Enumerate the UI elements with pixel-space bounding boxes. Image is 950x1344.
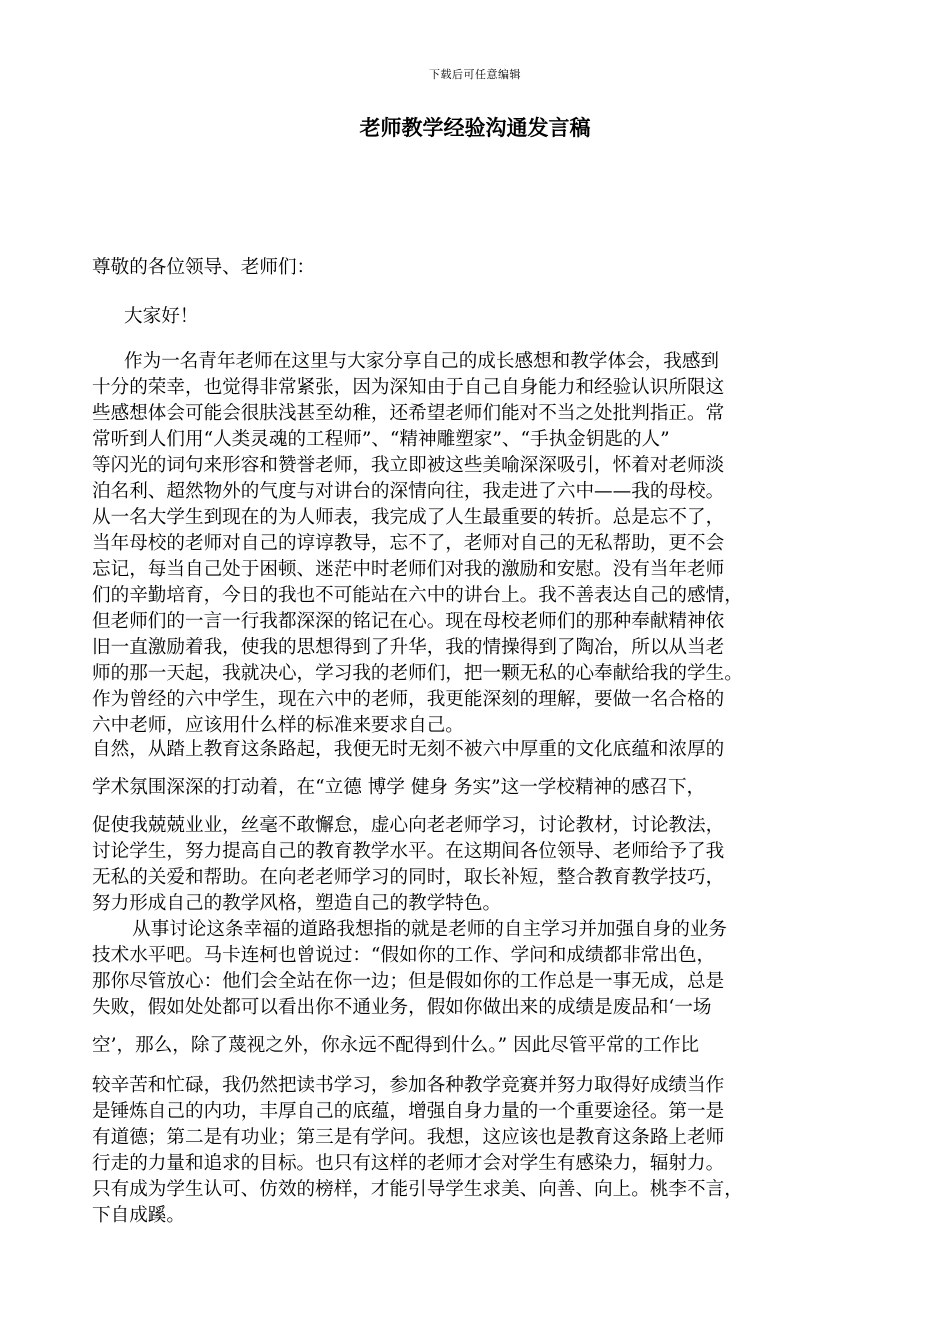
body-line: 无私的关爱和帮助。在向老老师学习的同时，取长补短，整合教育教学技巧，	[92, 867, 725, 888]
body-line: 十分的荣幸，也觉得非常紧张，因为深知由于自己自身能力和经验认识所限这	[92, 377, 725, 398]
body-line: 些感想体会可能会很肤浅甚至幼稚，还希望老师们能对不当之处批判指正。常	[92, 403, 725, 424]
body-line: 行走的力量和追求的目标。也只有这样的老师才会对学生有感染力，辐射力。	[92, 1153, 725, 1174]
body-line: 那你尽管放心：他们会全站在你一边；但是假如你的工作总是一事无成，总是	[92, 971, 725, 992]
body-line: 自然，从踏上教育这条路起，我便无时无刻不被六中厚重的文化底蕴和浓厚的	[92, 739, 725, 760]
body-line: 们的辛勤培育，今日的我也不可能站在六中的讲台上。我不善表达自己的感情，	[92, 585, 743, 606]
body-line: 是锤炼自己的内功，丰厚自己的底蕴，增强自身力量的一个重要途径。第一是	[92, 1101, 725, 1122]
body-line: 作为一名青年老师在这里与大家分享自己的成长感想和教学体会，我感到	[124, 351, 720, 372]
body-line: 旧一直激励着我，使我的思想得到了升华，我的情操得到了陶冶，所以从当老	[92, 637, 725, 658]
body-line: 师的那一天起，我就决心，学习我的老师们，把一颗无私的心奉献给我的学生。	[92, 663, 743, 684]
body-line: 泊名利、超然物外的气度与对讲台的深情向往，我走进了六中——我的母校。	[92, 481, 725, 502]
body-line: 只有成为学生认可、仿效的榜样，才能引导学生求美、向善、向上。桃李不言，	[92, 1179, 743, 1200]
document-title: 老师教学经验沟通发言稿	[359, 115, 591, 140]
body-line: 忘记，每当自己处于困顿、迷茫中时老师们对我的激励和安慰。没有当年老师	[92, 559, 725, 580]
body-line: 失败，假如处处都可以看出你不通业务，假如你做出来的成绩是废品和‘一场	[92, 997, 712, 1018]
body-line: 从一名大学生到现在的为人师表，我完成了人生最重要的转折。总是忘不了，	[92, 507, 725, 528]
header-note: 下载后可任意编辑	[429, 68, 521, 81]
body-line: 学术氛围深深的打动着，在“立德 博学 健身 务实”这一学校精神的感召下，	[92, 777, 706, 798]
body-line: 从事讨论这条幸福的道路我想指的就是老师的自主学习并加强自身的业务	[132, 919, 728, 940]
body-line: 空’，那么，除了蔑视之外，你永远不配得到什么。” 因此尽管平常的工作比	[92, 1035, 700, 1056]
body-line: 常听到人们用“人类灵魂的工程师”、“精神雕塑家”、“手执金钥匙的人”	[92, 429, 670, 450]
body-line: 努力形成自己的教学风格，塑造自己的教学特色。	[92, 893, 502, 914]
body-line: 下自成蹊。	[92, 1205, 185, 1226]
body-line: 但老师们的一言一行我都深深的铭记在心。现在母校老师们的那种奉献精神依	[92, 611, 725, 632]
body-line: 等闪光的词句来形容和赞誉老师，我立即被这些美喻深深吸引，怀着对老师淡	[92, 455, 725, 476]
salutation: 尊敬的各位领导、老师们：	[92, 257, 316, 278]
body-line: 促使我兢兢业业，丝毫不敢懈怠，虚心向老老师学习，讨论教材，讨论教法，	[92, 815, 725, 836]
body-line: 技术水平吧。马卡连柯也曾说过：“假如你的工作、学问和成绩都非常出色，	[92, 945, 716, 966]
greeting: 大家好！	[124, 306, 199, 327]
body-line: 当年母校的老师对自己的谆谆教导，忘不了，老师对自己的无私帮助，更不会	[92, 533, 725, 554]
body-line: 讨论学生，努力提高自己的教育教学水平。在这期间各位领导、老师给予了我	[92, 841, 725, 862]
body-line: 作为曾经的六中学生，现在六中的老师，我更能深刻的理解，要做一名合格的	[92, 689, 725, 710]
body-line: 有道德；第二是有功业；第三是有学问。我想，这应该也是教育这条路上老师	[92, 1127, 725, 1148]
body-line: 六中老师，应该用什么样的标准来要求自己。	[92, 715, 464, 736]
body-line: 较辛苦和忙碌，我仍然把读书学习，参加各种教学竞赛并努力取得好成绩当作	[92, 1075, 725, 1096]
